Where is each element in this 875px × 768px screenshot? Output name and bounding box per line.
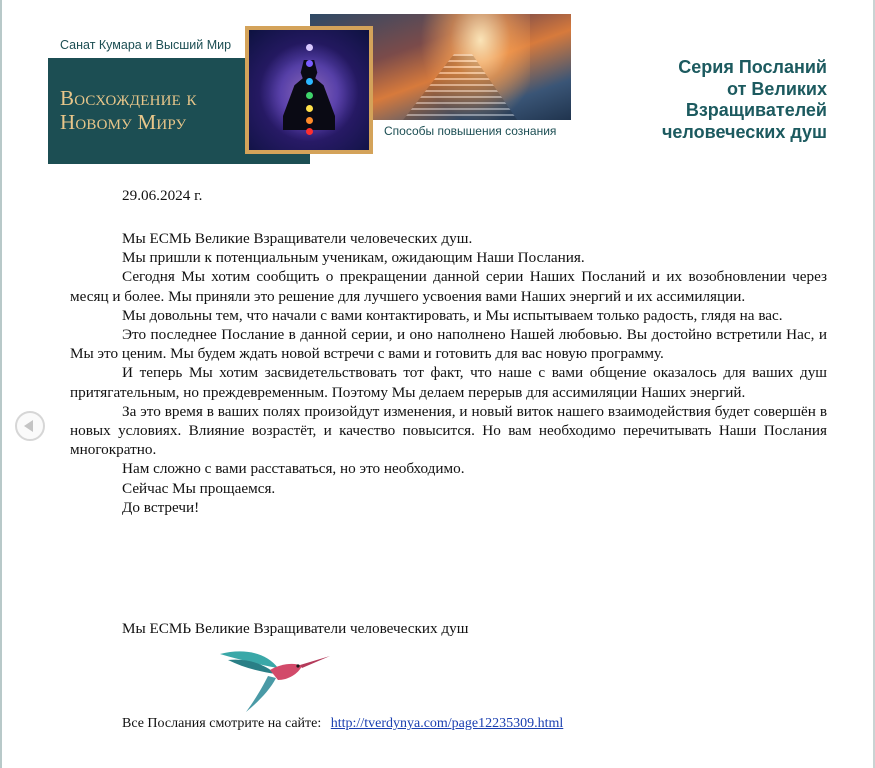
message-paragraph: Мы ЕСМЬ Великие Взращиватели человеческих душ. xyxy=(122,230,473,247)
chakra-crown-dot xyxy=(306,44,313,51)
banner-caption: Способы повышения сознания xyxy=(384,124,557,138)
message-signoff: Мы ЕСМЬ Великие Взращиватели человеческих душ xyxy=(122,620,469,637)
header-banner xyxy=(48,14,571,164)
meditation-chakra-image xyxy=(245,26,373,154)
series-heading-line: от Великих xyxy=(727,78,827,99)
page-frame-left xyxy=(0,0,2,768)
chakra-third-eye-dot xyxy=(306,60,313,67)
series-heading-line: человеческих душ xyxy=(661,121,827,142)
chakra-root-dot xyxy=(306,128,313,135)
message-paragraphs xyxy=(70,229,827,517)
message-date: 29.06.2024 г. xyxy=(122,187,203,204)
banner-subtitle: Санат Кумара и Высший Мир xyxy=(60,38,232,52)
site-reference xyxy=(122,714,563,733)
chakra-throat-dot xyxy=(306,78,313,85)
series-heading-line: Серия Посланий xyxy=(678,57,827,77)
hummingbird-icon xyxy=(218,646,333,716)
message-paragraph: Мы довольны тем, что начали с вами контактировать, и Мы испытываем только радость, глядя на вас. xyxy=(122,306,783,324)
chakra-heart-dot xyxy=(306,92,313,99)
site-label: Все Послания смотрите на сайте: xyxy=(122,716,322,731)
message-paragraph: И теперь Мы хотим засвидетельствовать тот факт, что наше с вами общение оказалось для ваших душ притягательным, но преждевременным. Поэтому Мы делаем перерыв для ассимиляции Наших энергий. xyxy=(70,364,827,401)
message-paragraph: До встречи! xyxy=(122,498,200,516)
series-heading-line: Взращивателей xyxy=(685,100,827,120)
series-heading xyxy=(567,57,827,143)
message-paragraph: Мы пришли к потенциальным ученикам, ожидающим Наши Послания. xyxy=(122,249,585,267)
chakra-sacral-dot xyxy=(306,117,313,124)
chevron-left-icon xyxy=(24,420,33,432)
message-paragraph: Это последнее Послание в данной серии, и оно наполнено Нашей любовью. Вы достойно встретили Нас, и Мы это ценим. Мы будем ждать новой встречи с вами и готовить для вас новую программу. xyxy=(70,326,827,363)
previous-page-button[interactable] xyxy=(15,411,45,441)
message-paragraph: За это время в ваших полях произойдут изменения, и новый виток нашего взаимодействия будет совершён в новых условиях. Влияние возрастёт, и качество повысится. Но вам необходимо перечитывать Наши Послания многократно. xyxy=(70,402,827,459)
chakra-solar-dot xyxy=(306,105,313,112)
site-link[interactable]: http://tverdynya.com/page12235309.html xyxy=(330,716,564,731)
banner-title: Восхождение к Новому Миру xyxy=(60,86,197,134)
message-paragraph: Нам сложно с вами расставаться, но это необходимо. xyxy=(122,460,465,478)
message-paragraph: Сейчас Мы прощаемся. xyxy=(122,479,276,497)
message-paragraph: Сегодня Мы хотим сообщить о прекращении данной серии Наших Посланий и их возобновлении через месяц и более. Мы приняли это решение для лучшего усвоения вами Наших энергий и их ассимиляции. xyxy=(70,268,827,305)
